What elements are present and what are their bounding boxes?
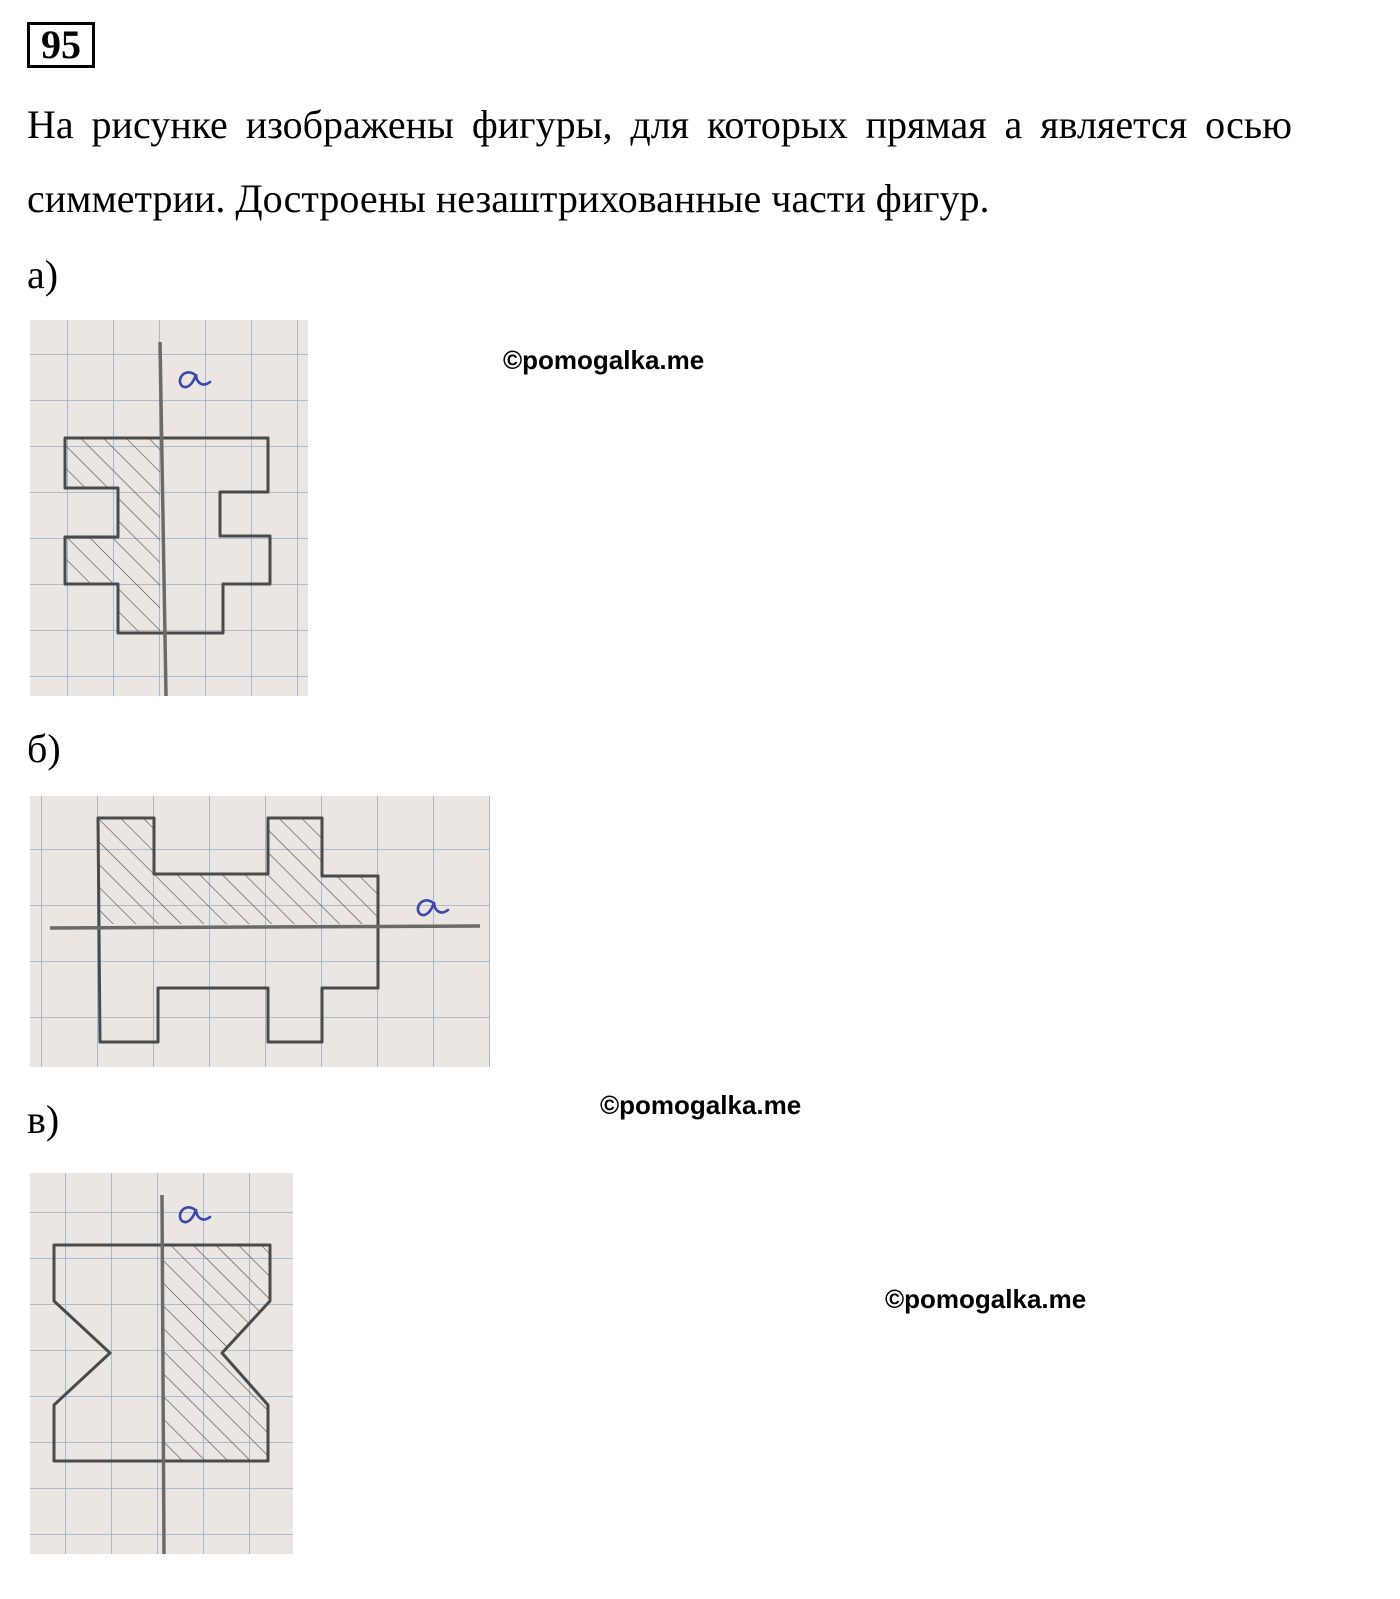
figure-a-photo xyxy=(30,320,308,696)
axis-line xyxy=(50,926,480,928)
part-a-label: а) xyxy=(27,252,59,297)
part-c-label: в) xyxy=(27,1097,60,1142)
problem-statement: На рисунке изображены фигуры, для которых прямая а является осью симметрии. Достроены незаштрихованные части фигур. xyxy=(27,102,1292,221)
figure-c-photo xyxy=(30,1173,293,1554)
watermark: ©pomogalka.me xyxy=(885,1284,1087,1314)
axis-line xyxy=(162,1195,164,1554)
watermark: ©pomogalka.me xyxy=(503,345,705,375)
part-b-label: б) xyxy=(27,726,61,771)
problem-number: 95 xyxy=(27,22,95,68)
figure-b-photo xyxy=(30,796,490,1067)
watermark: ©pomogalka.me xyxy=(600,1090,802,1120)
